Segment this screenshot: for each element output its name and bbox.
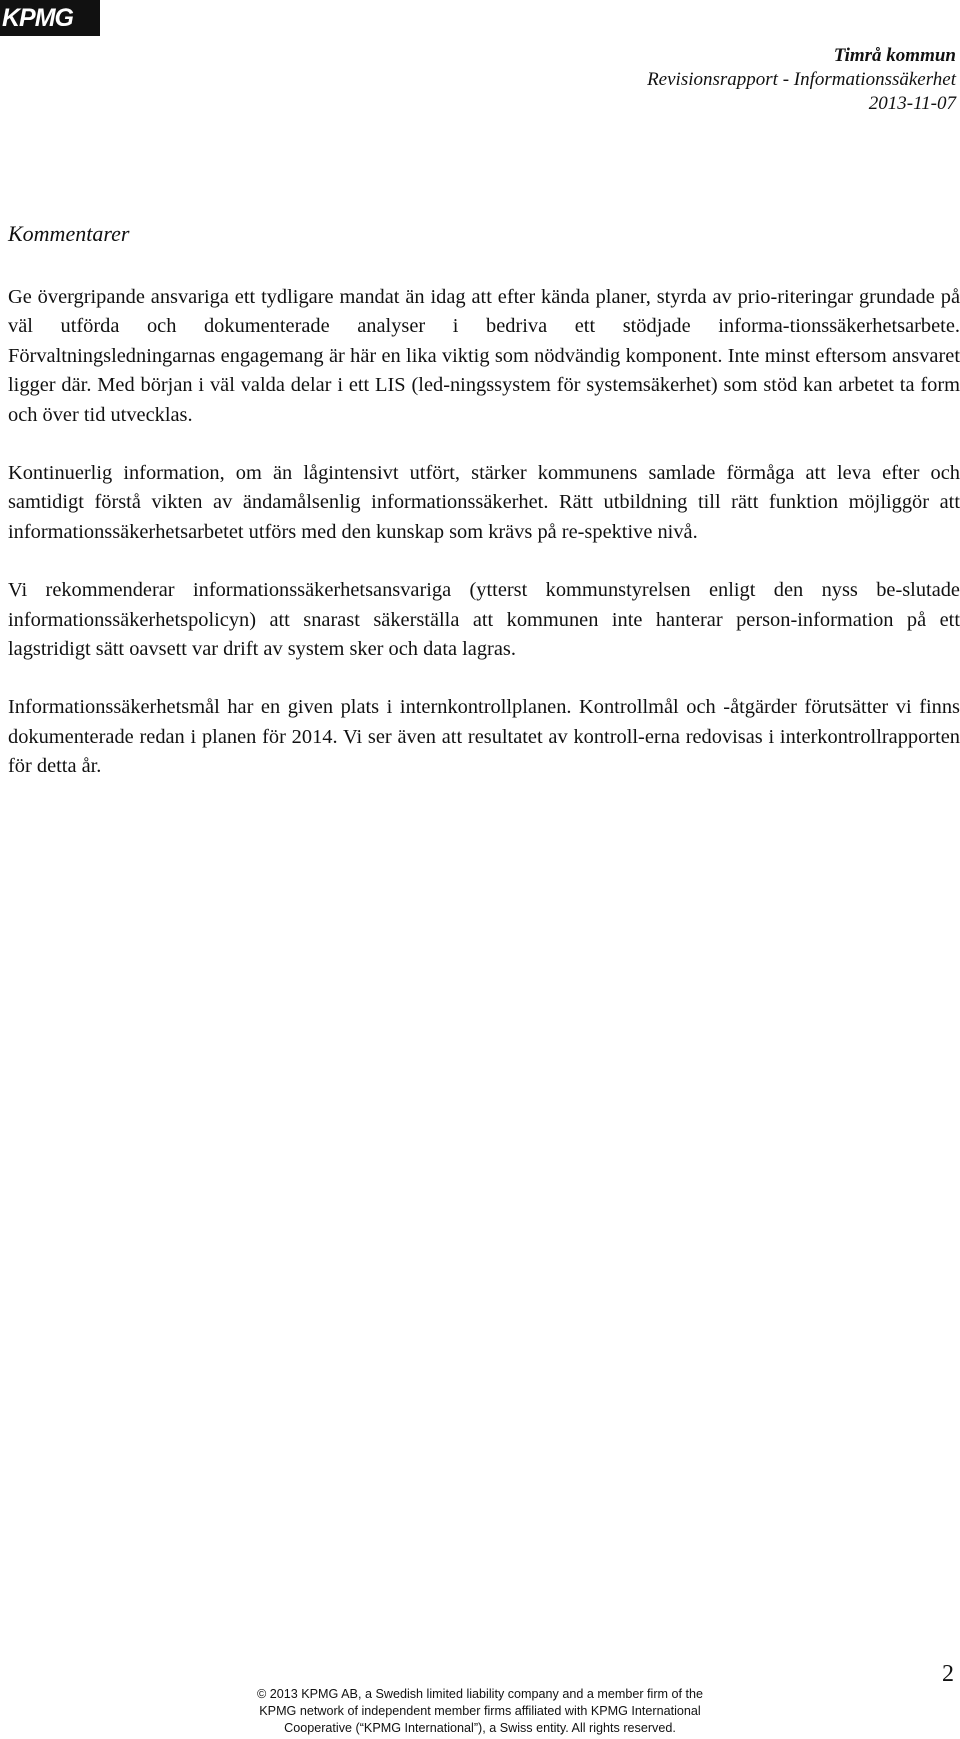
section-heading: Kommentarer [8, 221, 130, 246]
copyright-footer [160, 1686, 800, 1737]
paragraph: Kontinuerlig information, om än lågintensivt utfört, stärker kommunens samlade förmåga att leva efter och samtidigt förstå vikten av ändamålsenlig informationssäkerhet. Rätt utbildning till rätt funktion möjliggör att informationssäkerhetsarbetet utförs med den kunskap som krävs på re-spektive nivå. [8, 462, 960, 543]
page-number: 2 [942, 1661, 954, 1687]
footer-line: Cooperative (“KPMG International”), a Swiss entity. All rights reserved. [284, 1721, 676, 1735]
footer-line: © 2013 KPMG AB, a Swedish limited liability company and a member firm of the [256, 1687, 704, 1701]
paragraph: Informationssäkerhetsmål har en given plats i internkontrollplanen. Kontrollmål och -åtgärder förutsätter vi finns dokumenterade redan i planen för 2014. Vi ser även att resultatet av kontroll-erna redovisas i interkontrollrapporten för detta år. [8, 696, 960, 778]
kpmg-logo: KPMG [0, 0, 100, 36]
paragraph: Ge övergripande ansvariga ett tydligare mandat än idag att efter kända planer, styrda av prio-riteringar grundade på väl utförda och dokumenterade analyser i bedriva ett stödjade informa-tionssäkerhetsarbete. Förvaltningsledningarnas engagemang är här en lika viktig som nödvändig komponent. Inte minst eftersom ansvaret ligger där. Med början i väl valda delar i ett LIS (led-ningssystem för systemsäkerhet) som stöd kan arbetet ta form och över tid utvecklas. [8, 286, 960, 426]
comments-section [8, 219, 960, 811]
report-title: Revisionsrapport - Informationssäkerhet [647, 69, 956, 90]
paragraph: Vi rekommenderar informationssäkerhetsansvariga (ytterst kommunstyrelsen enligt den nyss be-slutade informationssäkerhetspolicyn) att snarast säkerställa att kommunen inte hanterar person-information på ett lagstridigt sätt oavsett var drift av system sker och data lagras. [8, 579, 960, 661]
document-header [647, 44, 956, 116]
client-name: Timrå kommun [833, 45, 956, 66]
report-date: 2013-11-07 [868, 93, 956, 114]
footer-line: KPMG network of independent member firms affiliated with KPMG International [259, 1704, 701, 1718]
